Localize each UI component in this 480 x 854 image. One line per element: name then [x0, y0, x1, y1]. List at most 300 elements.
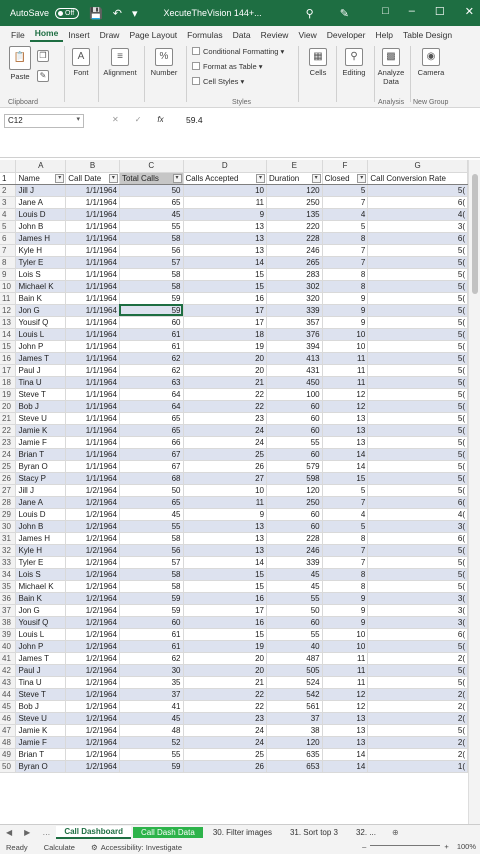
cell-calls-accepted[interactable]: 15: [183, 568, 267, 580]
autosave-toggle[interactable]: Off: [55, 8, 79, 19]
cell-conversion-rate[interactable]: 6(: [368, 196, 468, 208]
cell-closed[interactable]: 5: [322, 184, 368, 196]
cell-name[interactable]: Bob J: [16, 400, 66, 412]
cell-duration[interactable]: 60: [267, 448, 323, 460]
cell-conversion-rate[interactable]: 3(: [368, 520, 468, 532]
cell-conversion-rate[interactable]: 4(: [368, 208, 468, 220]
cell-calls-accepted[interactable]: 15: [183, 628, 267, 640]
cell-closed[interactable]: 9: [322, 304, 368, 316]
cell-conversion-rate[interactable]: 5(: [368, 268, 468, 280]
cell-calls-accepted[interactable]: 17: [183, 316, 267, 328]
paste-button[interactable]: [6, 46, 34, 81]
format-painter-button[interactable]: [36, 70, 50, 84]
cell-calls-accepted[interactable]: 22: [183, 688, 267, 700]
cell-calls-accepted[interactable]: 13: [183, 232, 267, 244]
cell-conversion-rate[interactable]: 3(: [368, 616, 468, 628]
cell-call-date[interactable]: 1/1/1964: [66, 424, 120, 436]
cell-conversion-rate[interactable]: 6(: [368, 496, 468, 508]
cell-total-calls[interactable]: 50: [119, 184, 183, 196]
cell-calls-accepted[interactable]: 27: [183, 472, 267, 484]
cell-name[interactable]: Jamie K: [16, 424, 66, 436]
cell-call-date[interactable]: 1/1/1964: [66, 412, 120, 424]
column-header-f[interactable]: F: [322, 160, 368, 172]
row-header[interactable]: 25: [0, 460, 16, 472]
cell-total-calls[interactable]: 59: [119, 592, 183, 604]
cell-calls-accepted[interactable]: 13: [183, 532, 267, 544]
cell-conversion-rate[interactable]: 4(: [368, 508, 468, 520]
cell-duration[interactable]: 60: [267, 616, 323, 628]
cell-conversion-rate[interactable]: 5(: [368, 460, 468, 472]
cell-calls-accepted[interactable]: 25: [183, 748, 267, 760]
cell-closed[interactable]: 14: [322, 760, 368, 772]
row-header[interactable]: 15: [0, 340, 16, 352]
cell-conversion-rate[interactable]: 5(: [368, 544, 468, 556]
cell-call-date[interactable]: 1/1/1964: [66, 292, 120, 304]
cell-name[interactable]: James T: [16, 652, 66, 664]
row-header[interactable]: 44: [0, 688, 16, 700]
cell-conversion-rate[interactable]: 5(: [368, 556, 468, 568]
cell-conversion-rate[interactable]: 5(: [368, 280, 468, 292]
cell-closed[interactable]: 12: [322, 700, 368, 712]
cell-calls-accepted[interactable]: 10: [183, 184, 267, 196]
cell-conversion-rate[interactable]: 2(: [368, 652, 468, 664]
row-header[interactable]: 39: [0, 628, 16, 640]
row-header[interactable]: 21: [0, 412, 16, 424]
cell-conversion-rate[interactable]: 5(: [368, 376, 468, 388]
cell-duration[interactable]: 339: [267, 304, 323, 316]
cell-closed[interactable]: 10: [322, 628, 368, 640]
cell-duration[interactable]: 250: [267, 196, 323, 208]
cell-total-calls[interactable]: 60: [119, 316, 183, 328]
column-header-a[interactable]: A: [16, 160, 66, 172]
cell-total-calls[interactable]: 58: [119, 280, 183, 292]
minimize-icon[interactable]: –: [408, 5, 415, 17]
cell-closed[interactable]: 11: [322, 364, 368, 376]
cell-total-calls[interactable]: 58: [119, 568, 183, 580]
cell-total-calls[interactable]: 65: [119, 424, 183, 436]
filter-dropdown-icon[interactable]: ▾: [109, 174, 118, 183]
cell-total-calls[interactable]: 67: [119, 460, 183, 472]
cell-calls-accepted[interactable]: 20: [183, 364, 267, 376]
cell-duration[interactable]: 100: [267, 388, 323, 400]
cell-conversion-rate[interactable]: 6(: [368, 532, 468, 544]
cell-call-date[interactable]: 1/2/1964: [66, 532, 120, 544]
cell-closed[interactable]: 12: [322, 388, 368, 400]
cell-call-date[interactable]: 1/1/1964: [66, 436, 120, 448]
row-header[interactable]: 14: [0, 328, 16, 340]
cell-name[interactable]: Yousif Q: [16, 616, 66, 628]
row-header[interactable]: 26: [0, 472, 16, 484]
row-header[interactable]: 5: [0, 220, 16, 232]
cell-duration[interactable]: 135: [267, 208, 323, 220]
analyze-data-button[interactable]: [376, 48, 406, 86]
cell-name[interactable]: John B: [16, 520, 66, 532]
cell-duration[interactable]: 339: [267, 556, 323, 568]
cell-call-date[interactable]: 1/2/1964: [66, 580, 120, 592]
cell-closed[interactable]: 5: [322, 220, 368, 232]
cell-closed[interactable]: 15: [322, 472, 368, 484]
cell-duration[interactable]: 50: [267, 604, 323, 616]
cell-name[interactable]: Stacy P: [16, 472, 66, 484]
zoom-slider[interactable]: [370, 845, 440, 846]
cell-total-calls[interactable]: 60: [119, 616, 183, 628]
row-header[interactable]: 9: [0, 268, 16, 280]
cell-name[interactable]: Michael K: [16, 280, 66, 292]
cell-calls-accepted[interactable]: 23: [183, 712, 267, 724]
cell-call-date[interactable]: 1/1/1964: [66, 340, 120, 352]
scroll-thumb[interactable]: [472, 174, 478, 294]
row-header[interactable]: 13: [0, 316, 16, 328]
cell-duration[interactable]: 55: [267, 628, 323, 640]
cell-duration[interactable]: 120: [267, 484, 323, 496]
cell-name[interactable]: James T: [16, 352, 66, 364]
row-header[interactable]: 49: [0, 748, 16, 760]
cell-total-calls[interactable]: 61: [119, 640, 183, 652]
cell-name[interactable]: Jon G: [16, 604, 66, 616]
cell-total-calls[interactable]: 58: [119, 268, 183, 280]
cell-call-date[interactable]: 1/2/1964: [66, 748, 120, 760]
cell-total-calls[interactable]: 58: [119, 532, 183, 544]
cell-conversion-rate[interactable]: 5(: [368, 400, 468, 412]
conditional-formatting-button[interactable]: Conditional Formatting ▾: [192, 47, 284, 56]
cell-duration[interactable]: 37: [267, 712, 323, 724]
ribbon-display-icon[interactable]: □: [382, 5, 389, 17]
row-header[interactable]: 6: [0, 232, 16, 244]
cell-closed[interactable]: 11: [322, 652, 368, 664]
column-header-b[interactable]: B: [66, 160, 120, 172]
cell-calls-accepted[interactable]: 24: [183, 736, 267, 748]
column-header-c[interactable]: C: [119, 160, 183, 172]
row-header[interactable]: 27: [0, 484, 16, 496]
row-header[interactable]: 35: [0, 580, 16, 592]
cell-name[interactable]: Jill J: [16, 184, 66, 196]
cell-name[interactable]: Kyle H: [16, 244, 66, 256]
insert-function-icon[interactable]: fx: [157, 115, 164, 124]
row-header[interactable]: 28: [0, 496, 16, 508]
filter-dropdown-icon[interactable]: ▾: [256, 174, 265, 183]
cell-duration[interactable]: 220: [267, 220, 323, 232]
cell-duration[interactable]: 246: [267, 544, 323, 556]
cell-closed[interactable]: 8: [322, 532, 368, 544]
cell-call-date[interactable]: 1/1/1964: [66, 448, 120, 460]
cell-duration[interactable]: 60: [267, 508, 323, 520]
cell-conversion-rate[interactable]: 5(: [368, 448, 468, 460]
cell-calls-accepted[interactable]: 22: [183, 388, 267, 400]
cell-total-calls[interactable]: 45: [119, 712, 183, 724]
cell-name[interactable]: Tyler E: [16, 556, 66, 568]
cell-conversion-rate[interactable]: 3(: [368, 592, 468, 604]
cancel-icon[interactable]: ✕: [112, 115, 119, 124]
cell-conversion-rate[interactable]: 5(: [368, 292, 468, 304]
column-header-d[interactable]: D: [183, 160, 267, 172]
cell-closed[interactable]: 7: [322, 256, 368, 268]
cell-conversion-rate[interactable]: 5(: [368, 484, 468, 496]
row-header[interactable]: 34: [0, 568, 16, 580]
cell-name[interactable]: Lois S: [16, 568, 66, 580]
row-header[interactable]: 45: [0, 700, 16, 712]
cell-duration[interactable]: 413: [267, 352, 323, 364]
format-as-table-button[interactable]: Format as Table ▾: [192, 62, 263, 71]
cell-name[interactable]: Jill J: [16, 484, 66, 496]
cell-call-date[interactable]: 1/1/1964: [66, 208, 120, 220]
cell-closed[interactable]: 8: [322, 568, 368, 580]
cell-conversion-rate[interactable]: 5(: [368, 580, 468, 592]
cell-conversion-rate[interactable]: 3(: [368, 220, 468, 232]
cell-call-date[interactable]: 1/1/1964: [66, 304, 120, 316]
tab-help[interactable]: Help: [375, 30, 393, 40]
header-calls-accepted[interactable]: [183, 172, 267, 184]
cell-total-calls[interactable]: 58: [119, 580, 183, 592]
cell-name[interactable]: Tina U: [16, 376, 66, 388]
cell-total-calls[interactable]: 64: [119, 388, 183, 400]
cell-conversion-rate[interactable]: 1(: [368, 760, 468, 772]
cell-call-date[interactable]: 1/1/1964: [66, 184, 120, 196]
cell-closed[interactable]: 11: [322, 676, 368, 688]
cell-closed[interactable]: 7: [322, 544, 368, 556]
cell-closed[interactable]: 13: [322, 436, 368, 448]
cell-total-calls[interactable]: 30: [119, 664, 183, 676]
row-header[interactable]: 24: [0, 448, 16, 460]
cell-calls-accepted[interactable]: 17: [183, 304, 267, 316]
cell-name[interactable]: Bain K: [16, 592, 66, 604]
row-header[interactable]: 12: [0, 304, 16, 316]
cell-call-date[interactable]: 1/2/1964: [66, 724, 120, 736]
row-header[interactable]: 23: [0, 436, 16, 448]
cell-total-calls[interactable]: 66: [119, 436, 183, 448]
cell-call-date[interactable]: 1/1/1964: [66, 352, 120, 364]
cell-closed[interactable]: 9: [322, 292, 368, 304]
cell-conversion-rate[interactable]: 5(: [368, 724, 468, 736]
cell-total-calls[interactable]: 48: [119, 724, 183, 736]
cell-call-date[interactable]: 1/2/1964: [66, 604, 120, 616]
cell-name[interactable]: Steve U: [16, 412, 66, 424]
search-icon[interactable]: ⚲: [305, 7, 314, 20]
cell-name[interactable]: Tyler E: [16, 256, 66, 268]
row-header[interactable]: 1: [0, 172, 16, 184]
row-header[interactable]: 50: [0, 760, 16, 772]
tab-review[interactable]: Review: [260, 30, 289, 40]
cell-name[interactable]: Brian T: [16, 748, 66, 760]
cell-calls-accepted[interactable]: 26: [183, 460, 267, 472]
cell-name[interactable]: Brian T: [16, 448, 66, 460]
cell-duration[interactable]: 55: [267, 592, 323, 604]
cell-duration[interactable]: 38: [267, 724, 323, 736]
cell-name[interactable]: Steve U: [16, 712, 66, 724]
zoom-control[interactable]: – + 100%: [362, 842, 476, 851]
cell-closed[interactable]: 4: [322, 208, 368, 220]
pen-icon[interactable]: ✎: [339, 7, 349, 20]
cell-call-date[interactable]: 1/2/1964: [66, 712, 120, 724]
cell-closed[interactable]: 14: [322, 448, 368, 460]
save-icon[interactable]: 💾: [89, 7, 103, 20]
cell-duration[interactable]: 265: [267, 256, 323, 268]
cell-duration[interactable]: 431: [267, 364, 323, 376]
cell-name[interactable]: Jon G: [16, 304, 66, 316]
row-header[interactable]: 16: [0, 352, 16, 364]
cell-name[interactable]: Louis D: [16, 208, 66, 220]
cell-calls-accepted[interactable]: 15: [183, 280, 267, 292]
header-call-conversion-rate[interactable]: [368, 172, 468, 184]
cell-name[interactable]: Steve T: [16, 688, 66, 700]
row-header[interactable]: 42: [0, 664, 16, 676]
enter-icon[interactable]: ✓: [134, 115, 142, 124]
cell-name[interactable]: John P: [16, 640, 66, 652]
cell-duration[interactable]: 45: [267, 580, 323, 592]
column-header-e[interactable]: E: [267, 160, 323, 172]
cell-name[interactable]: James H: [16, 532, 66, 544]
cell-call-date[interactable]: 1/2/1964: [66, 640, 120, 652]
cell-total-calls[interactable]: 37: [119, 688, 183, 700]
cell-calls-accepted[interactable]: 11: [183, 196, 267, 208]
cell-duration[interactable]: 394: [267, 340, 323, 352]
cell-name[interactable]: Lois S: [16, 268, 66, 280]
row-header[interactable]: 47: [0, 724, 16, 736]
cell-conversion-rate[interactable]: 5(: [368, 568, 468, 580]
cell-total-calls[interactable]: 59: [119, 304, 183, 316]
cell-duration[interactable]: 561: [267, 700, 323, 712]
cell-call-date[interactable]: 1/2/1964: [66, 544, 120, 556]
cell-conversion-rate[interactable]: 6(: [368, 628, 468, 640]
cell-call-date[interactable]: 1/1/1964: [66, 460, 120, 472]
header-name[interactable]: [16, 172, 66, 184]
cell-closed[interactable]: 14: [322, 460, 368, 472]
cell-closed[interactable]: 9: [322, 604, 368, 616]
cell-name[interactable]: Bob J: [16, 700, 66, 712]
header-call-date[interactable]: [66, 172, 120, 184]
cell-total-calls[interactable]: 45: [119, 208, 183, 220]
sheet-prev-icon[interactable]: ◀: [6, 828, 13, 837]
column-header-g[interactable]: G: [368, 160, 468, 172]
alignment-button[interactable]: [100, 48, 140, 77]
name-box[interactable]: [4, 114, 84, 128]
cell-call-date[interactable]: 1/1/1964: [66, 232, 120, 244]
cell-call-date[interactable]: 1/2/1964: [66, 664, 120, 676]
cell-calls-accepted[interactable]: 19: [183, 640, 267, 652]
cell-call-date[interactable]: 1/2/1964: [66, 676, 120, 688]
cell-calls-accepted[interactable]: 13: [183, 244, 267, 256]
vertical-scrollbar[interactable]: [468, 160, 480, 824]
cell-duration[interactable]: 524: [267, 676, 323, 688]
formula-input[interactable]: 59.4: [186, 115, 203, 125]
cell-closed[interactable]: 11: [322, 352, 368, 364]
cell-duration[interactable]: 376: [267, 328, 323, 340]
cells-button[interactable]: [304, 48, 332, 77]
cell-conversion-rate[interactable]: 5(: [368, 676, 468, 688]
row-header[interactable]: 7: [0, 244, 16, 256]
row-header[interactable]: 2: [0, 184, 16, 196]
cell-conversion-rate[interactable]: 2(: [368, 688, 468, 700]
cell-conversion-rate[interactable]: 2(: [368, 736, 468, 748]
filter-dropdown-icon[interactable]: ▾: [55, 174, 64, 183]
tab-draw[interactable]: Draw: [99, 30, 120, 40]
cell-duration[interactable]: 228: [267, 532, 323, 544]
cell-total-calls[interactable]: 65: [119, 196, 183, 208]
cell-conversion-rate[interactable]: 5(: [368, 412, 468, 424]
cell-call-date[interactable]: 1/2/1964: [66, 688, 120, 700]
cell-duration[interactable]: 60: [267, 412, 323, 424]
cell-duration[interactable]: 487: [267, 652, 323, 664]
row-header[interactable]: 48: [0, 736, 16, 748]
cell-name[interactable]: James H: [16, 232, 66, 244]
cell-duration[interactable]: 246: [267, 244, 323, 256]
cell-closed[interactable]: 7: [322, 244, 368, 256]
cell-total-calls[interactable]: 41: [119, 700, 183, 712]
filter-dropdown-icon[interactable]: ▾: [357, 174, 366, 183]
cell-closed[interactable]: 10: [322, 328, 368, 340]
cell-name[interactable]: Michael K: [16, 580, 66, 592]
row-header[interactable]: 22: [0, 424, 16, 436]
filter-dropdown-icon[interactable]: ▾: [312, 174, 321, 183]
cell-total-calls[interactable]: 63: [119, 376, 183, 388]
cell-call-date[interactable]: 1/1/1964: [66, 400, 120, 412]
filter-dropdown-icon[interactable]: ▾: [173, 174, 182, 183]
cell-call-date[interactable]: 1/1/1964: [66, 244, 120, 256]
cell-duration[interactable]: 635: [267, 748, 323, 760]
cell-call-date[interactable]: 1/2/1964: [66, 616, 120, 628]
cell-closed[interactable]: 8: [322, 232, 368, 244]
cell-calls-accepted[interactable]: 14: [183, 256, 267, 268]
row-header[interactable]: 41: [0, 652, 16, 664]
cell-call-date[interactable]: 1/1/1964: [66, 256, 120, 268]
cell-calls-accepted[interactable]: 17: [183, 604, 267, 616]
row-header[interactable]: 46: [0, 712, 16, 724]
undo-icon[interactable]: ↶: [112, 7, 122, 20]
row-header[interactable]: 3: [0, 196, 16, 208]
font-button[interactable]: [68, 48, 94, 77]
cell-calls-accepted[interactable]: 15: [183, 268, 267, 280]
sheet-tab-filter-images[interactable]: 30. Filter images: [212, 828, 272, 837]
row-header[interactable]: 32: [0, 544, 16, 556]
cell-total-calls[interactable]: 62: [119, 364, 183, 376]
cell-name[interactable]: John P: [16, 340, 66, 352]
cell-total-calls[interactable]: 57: [119, 556, 183, 568]
cell-duration[interactable]: 450: [267, 376, 323, 388]
cell-total-calls[interactable]: 65: [119, 496, 183, 508]
cell-duration[interactable]: 653: [267, 760, 323, 772]
cell-conversion-rate[interactable]: 5(: [368, 316, 468, 328]
cell-name[interactable]: Byran O: [16, 760, 66, 772]
row-header[interactable]: 36: [0, 592, 16, 604]
cell-duration[interactable]: 357: [267, 316, 323, 328]
cell-calls-accepted[interactable]: 19: [183, 340, 267, 352]
cell-calls-accepted[interactable]: 13: [183, 544, 267, 556]
cell-calls-accepted[interactable]: 24: [183, 724, 267, 736]
tab-file[interactable]: File: [11, 30, 25, 40]
row-header[interactable]: 20: [0, 400, 16, 412]
cell-calls-accepted[interactable]: 22: [183, 700, 267, 712]
cell-duration[interactable]: 302: [267, 280, 323, 292]
cell-name[interactable]: Jane A: [16, 196, 66, 208]
tab-developer[interactable]: Developer: [326, 30, 366, 40]
row-header[interactable]: 37: [0, 604, 16, 616]
cell-total-calls[interactable]: 45: [119, 508, 183, 520]
cell-conversion-rate[interactable]: 2(: [368, 700, 468, 712]
header-closed[interactable]: [322, 172, 368, 184]
cell-calls-accepted[interactable]: 20: [183, 652, 267, 664]
cell-call-date[interactable]: 1/2/1964: [66, 736, 120, 748]
cell-conversion-rate[interactable]: 5(: [368, 436, 468, 448]
row-header[interactable]: 4: [0, 208, 16, 220]
cell-closed[interactable]: 10: [322, 640, 368, 652]
cell-duration[interactable]: 60: [267, 520, 323, 532]
cell-name[interactable]: Tina U: [16, 676, 66, 688]
cell-duration[interactable]: 55: [267, 436, 323, 448]
row-header[interactable]: 19: [0, 388, 16, 400]
cell-name[interactable]: John B: [16, 220, 66, 232]
cell-call-date[interactable]: 1/2/1964: [66, 520, 120, 532]
cell-closed[interactable]: 8: [322, 280, 368, 292]
cell-closed[interactable]: 8: [322, 268, 368, 280]
